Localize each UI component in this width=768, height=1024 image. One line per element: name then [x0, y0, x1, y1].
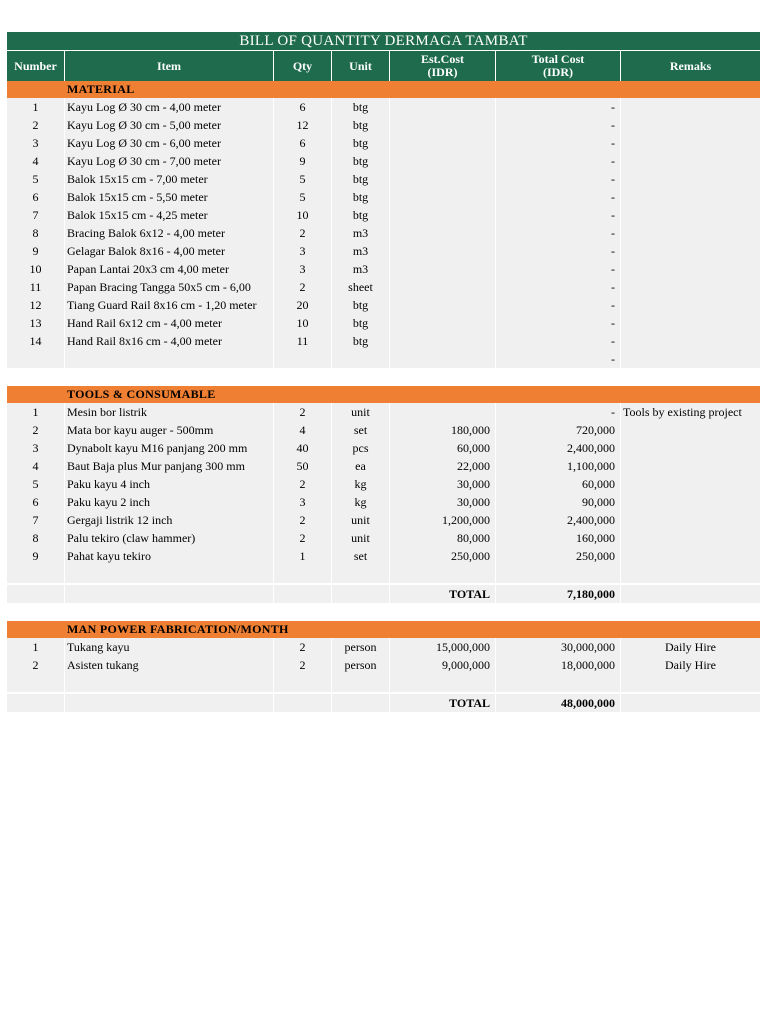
row-number: 6 — [7, 188, 65, 206]
header-item: Item — [65, 51, 274, 81]
row-remark — [621, 170, 760, 188]
row-number: 4 — [7, 457, 65, 475]
section-gap — [7, 603, 760, 621]
row-number: 9 — [7, 547, 65, 565]
row-unit: m3 — [332, 224, 390, 242]
row-item: Palu tekiro (claw hammer) — [65, 529, 274, 547]
material-label: MATERIAL — [67, 82, 135, 96]
row-remark — [621, 511, 760, 529]
row-remark — [621, 206, 760, 224]
row-total-cost: - — [496, 242, 621, 260]
row-remark — [621, 493, 760, 511]
row-remark — [621, 439, 760, 457]
row-est-cost — [390, 170, 496, 188]
header-est-cost — [390, 51, 496, 81]
row-number: 4 — [7, 152, 65, 170]
manpower-blank-row — [7, 674, 760, 692]
row-unit: pcs — [332, 439, 390, 457]
row-item: Kayu Log Ø 30 cm - 7,00 meter — [65, 152, 274, 170]
table-row — [7, 242, 760, 260]
row-number: 8 — [7, 224, 65, 242]
row-item: Asisten tukang — [65, 656, 274, 674]
table-row — [7, 296, 760, 314]
row-est-cost — [390, 296, 496, 314]
row-total-cost: - — [496, 188, 621, 206]
row-number: 2 — [7, 116, 65, 134]
row-number: 1 — [7, 638, 65, 656]
row-remark — [621, 332, 760, 350]
row-qty: 20 — [274, 296, 332, 314]
row-qty: 10 — [274, 314, 332, 332]
row-total-cost: 720,000 — [496, 421, 621, 439]
row-est-cost — [390, 98, 496, 116]
table-row — [7, 350, 760, 368]
tools-total-value: 7,180,000 — [496, 585, 621, 603]
table-row — [7, 206, 760, 224]
row-qty: 3 — [274, 493, 332, 511]
row-number: 2 — [7, 656, 65, 674]
row-item: Paku kayu 4 inch — [65, 475, 274, 493]
row-unit: m3 — [332, 242, 390, 260]
row-unit: btg — [332, 188, 390, 206]
row-remark — [621, 421, 760, 439]
row-est-cost — [390, 152, 496, 170]
manpower-section — [7, 638, 760, 692]
row-number: 11 — [7, 278, 65, 296]
row-item: Bracing Balok 6x12 - 4,00 meter — [65, 224, 274, 242]
row-remark — [621, 224, 760, 242]
row-number: 10 — [7, 260, 65, 278]
row-qty: 6 — [274, 98, 332, 116]
row-est-cost: 250,000 — [390, 547, 496, 565]
row-unit: ea — [332, 457, 390, 475]
row-qty: 50 — [274, 457, 332, 475]
row-qty: 3 — [274, 242, 332, 260]
row-total-cost: 250,000 — [496, 547, 621, 565]
row-item: Dynabolt kayu M16 panjang 200 mm — [65, 439, 274, 457]
tools-section-header — [7, 386, 760, 403]
row-total-cost: - — [496, 278, 621, 296]
row-total-cost: - — [496, 170, 621, 188]
row-number: 7 — [7, 511, 65, 529]
row-remark — [621, 457, 760, 475]
row-est-cost — [390, 224, 496, 242]
row-number: 1 — [7, 98, 65, 116]
row-unit: btg — [332, 170, 390, 188]
row-qty: 11 — [274, 332, 332, 350]
row-est-cost: 15,000,000 — [390, 638, 496, 656]
row-est-cost: 80,000 — [390, 529, 496, 547]
manpower-total-value: 48,000,000 — [496, 694, 621, 712]
table-row — [7, 457, 760, 475]
tools-label: TOOLS & CONSUMABLE — [67, 387, 216, 401]
manpower-total-row — [7, 694, 760, 712]
row-qty: 1 — [274, 547, 332, 565]
tools-blank-row — [7, 565, 760, 583]
row-unit: kg — [332, 475, 390, 493]
row-unit: btg — [332, 332, 390, 350]
row-unit: set — [332, 547, 390, 565]
row-qty: 2 — [274, 638, 332, 656]
table-row — [7, 475, 760, 493]
row-est-cost: 180,000 — [390, 421, 496, 439]
row-remark — [621, 475, 760, 493]
row-est-cost: 9,000,000 — [390, 656, 496, 674]
row-total-cost: - — [496, 224, 621, 242]
row-remark — [621, 350, 760, 368]
row-est-cost — [390, 206, 496, 224]
row-unit: unit — [332, 511, 390, 529]
row-remark — [621, 242, 760, 260]
header-remarks: Remaks — [669, 58, 712, 73]
row-remark — [621, 278, 760, 296]
row-item: Hand Rail 6x12 cm - 4,00 meter — [65, 314, 274, 332]
row-total-cost: 90,000 — [496, 493, 621, 511]
row-qty: 6 — [274, 134, 332, 152]
table-row — [7, 224, 760, 242]
row-number: 2 — [7, 421, 65, 439]
tools-section — [7, 403, 760, 583]
row-total-cost: - — [496, 332, 621, 350]
row-unit: unit — [332, 529, 390, 547]
header-unit: Unit — [332, 51, 390, 81]
row-unit: person — [332, 638, 390, 656]
table-row — [7, 511, 760, 529]
row-remark — [621, 134, 760, 152]
row-number: 8 — [7, 529, 65, 547]
row-total-cost: 30,000,000 — [496, 638, 621, 656]
table-row — [7, 134, 760, 152]
row-item: Mata bor kayu auger - 500mm — [65, 421, 274, 439]
row-item: Balok 15x15 cm - 5,50 meter — [65, 188, 274, 206]
header-total-cost-line2: (IDR) — [542, 65, 573, 79]
table-row — [7, 638, 760, 656]
row-number: 5 — [7, 170, 65, 188]
row-remark — [621, 98, 760, 116]
table-row — [7, 260, 760, 278]
table-row — [7, 278, 760, 296]
column-header-row — [7, 51, 760, 81]
row-unit: m3 — [332, 260, 390, 278]
material-rows — [7, 98, 760, 368]
manpower-section-header — [7, 621, 760, 638]
row-item: Kayu Log Ø 30 cm - 6,00 meter — [65, 134, 274, 152]
row-unit: btg — [332, 152, 390, 170]
row-total-cost: 2,400,000 — [496, 439, 621, 457]
row-est-cost — [390, 260, 496, 278]
row-item: Papan Lantai 20x3 cm 4,00 meter — [65, 260, 274, 278]
row-item: Balok 15x15 cm - 4,25 meter — [65, 206, 274, 224]
section-gap — [7, 368, 760, 386]
row-est-cost — [390, 134, 496, 152]
row-total-cost: - — [496, 134, 621, 152]
row-remark: Daily Hire — [665, 640, 716, 654]
table-row — [7, 403, 760, 421]
manpower-label: MAN POWER FABRICATION/MONTH — [67, 622, 289, 636]
row-remark — [621, 188, 760, 206]
row-item: Paku kayu 2 inch — [65, 493, 274, 511]
row-qty: 2 — [274, 475, 332, 493]
row-item: Tiang Guard Rail 8x16 cm - 1,20 meter — [65, 296, 274, 314]
row-est-cost — [390, 278, 496, 296]
row-item: Kayu Log Ø 30 cm - 4,00 meter — [65, 98, 274, 116]
row-total-cost: - — [496, 403, 621, 421]
row-item: Balok 15x15 cm - 7,00 meter — [65, 170, 274, 188]
row-number: 6 — [7, 493, 65, 511]
row-unit: set — [332, 421, 390, 439]
row-item: Kayu Log Ø 30 cm - 5,00 meter — [65, 116, 274, 134]
row-qty: 2 — [274, 529, 332, 547]
sheet-title: BILL OF QUANTITY DERMAGA TAMBAT — [7, 32, 760, 51]
row-qty: 12 — [274, 116, 332, 134]
row-number — [7, 350, 65, 368]
table-row — [7, 314, 760, 332]
row-est-cost — [390, 314, 496, 332]
row-item — [65, 350, 274, 368]
manpower-rows — [7, 638, 760, 674]
row-remark — [621, 529, 760, 547]
header-est-cost-line2: (IDR) — [427, 65, 458, 79]
row-item: Hand Rail 8x16 cm - 4,00 meter — [65, 332, 274, 350]
row-total-cost: 160,000 — [496, 529, 621, 547]
row-est-cost: 30,000 — [390, 493, 496, 511]
row-number: 9 — [7, 242, 65, 260]
row-unit: btg — [332, 134, 390, 152]
row-unit: sheet — [332, 278, 390, 296]
row-qty: 9 — [274, 152, 332, 170]
row-qty: 2 — [274, 403, 332, 421]
header-total-cost — [496, 51, 621, 81]
row-est-cost: 60,000 — [390, 439, 496, 457]
row-remark — [621, 260, 760, 278]
row-est-cost — [390, 242, 496, 260]
row-number: 13 — [7, 314, 65, 332]
tools-total-label: TOTAL — [390, 585, 496, 603]
table-row — [7, 170, 760, 188]
row-qty: 2 — [274, 511, 332, 529]
row-item: Pahat kayu tekiro — [65, 547, 274, 565]
row-item: Baut Baja plus Mur panjang 300 mm — [65, 457, 274, 475]
table-row — [7, 421, 760, 439]
row-number: 7 — [7, 206, 65, 224]
row-qty: 2 — [274, 224, 332, 242]
row-est-cost — [390, 350, 496, 368]
table-row — [7, 152, 760, 170]
manpower-total-label: TOTAL — [390, 694, 496, 712]
row-number: 12 — [7, 296, 65, 314]
row-unit: btg — [332, 206, 390, 224]
header-total-cost-line1: Total Cost — [531, 52, 585, 66]
row-number: 3 — [7, 134, 65, 152]
header-est-cost-line1: Est.Cost — [420, 52, 464, 66]
row-total-cost: - — [496, 260, 621, 278]
table-row — [7, 188, 760, 206]
row-unit — [332, 350, 390, 368]
row-unit: person — [332, 656, 390, 674]
row-est-cost — [390, 403, 496, 421]
row-qty — [274, 350, 332, 368]
row-est-cost: 1,200,000 — [390, 511, 496, 529]
row-qty: 5 — [274, 188, 332, 206]
row-total-cost: - — [496, 116, 621, 134]
header-number: Number — [7, 51, 65, 81]
row-unit: btg — [332, 98, 390, 116]
row-total-cost: 1,100,000 — [496, 457, 621, 475]
tools-total-row — [7, 585, 760, 603]
row-unit: btg — [332, 116, 390, 134]
row-est-cost — [390, 188, 496, 206]
row-number: 1 — [7, 403, 65, 421]
row-total-cost: - — [496, 206, 621, 224]
table-row — [7, 547, 760, 565]
row-remark — [621, 314, 760, 332]
row-item: Papan Bracing Tangga 50x5 cm - 6,00 — [65, 278, 274, 296]
row-qty: 2 — [274, 278, 332, 296]
row-total-cost: - — [496, 296, 621, 314]
row-remark — [621, 296, 760, 314]
row-total-cost: 18,000,000 — [496, 656, 621, 674]
row-number: 3 — [7, 439, 65, 457]
row-remark — [621, 116, 760, 134]
boq-sheet — [7, 32, 760, 712]
row-item: Mesin bor listrik — [65, 403, 274, 421]
row-unit: kg — [332, 493, 390, 511]
tools-rows — [7, 403, 760, 565]
row-total-cost: - — [496, 152, 621, 170]
row-total-cost: - — [496, 350, 621, 368]
row-item: Gelagar Balok 8x16 - 4,00 meter — [65, 242, 274, 260]
row-qty: 3 — [274, 260, 332, 278]
table-row — [7, 116, 760, 134]
table-row — [7, 493, 760, 511]
row-unit: unit — [332, 403, 390, 421]
row-unit: btg — [332, 314, 390, 332]
row-total-cost: 2,400,000 — [496, 511, 621, 529]
row-item: Gergaji listrik 12 inch — [65, 511, 274, 529]
row-est-cost — [390, 116, 496, 134]
row-remark: Tools by existing project — [623, 405, 742, 419]
row-qty: 10 — [274, 206, 332, 224]
row-qty: 40 — [274, 439, 332, 457]
row-total-cost: - — [496, 98, 621, 116]
table-row — [7, 98, 760, 116]
row-unit: btg — [332, 296, 390, 314]
row-est-cost: 22,000 — [390, 457, 496, 475]
row-est-cost — [390, 332, 496, 350]
row-remark: Daily Hire — [665, 658, 716, 672]
table-row — [7, 529, 760, 547]
row-est-cost: 30,000 — [390, 475, 496, 493]
row-total-cost: - — [496, 314, 621, 332]
row-remark — [621, 547, 760, 565]
row-number: 5 — [7, 475, 65, 493]
row-qty: 2 — [274, 656, 332, 674]
table-row — [7, 332, 760, 350]
row-item: Tukang kayu — [65, 638, 274, 656]
header-qty: Qty — [274, 51, 332, 81]
row-total-cost: 60,000 — [496, 475, 621, 493]
row-qty: 4 — [274, 421, 332, 439]
row-qty: 5 — [274, 170, 332, 188]
material-section-header — [7, 81, 760, 98]
row-number: 14 — [7, 332, 65, 350]
table-row — [7, 439, 760, 457]
row-remark — [621, 152, 760, 170]
table-row — [7, 656, 760, 674]
